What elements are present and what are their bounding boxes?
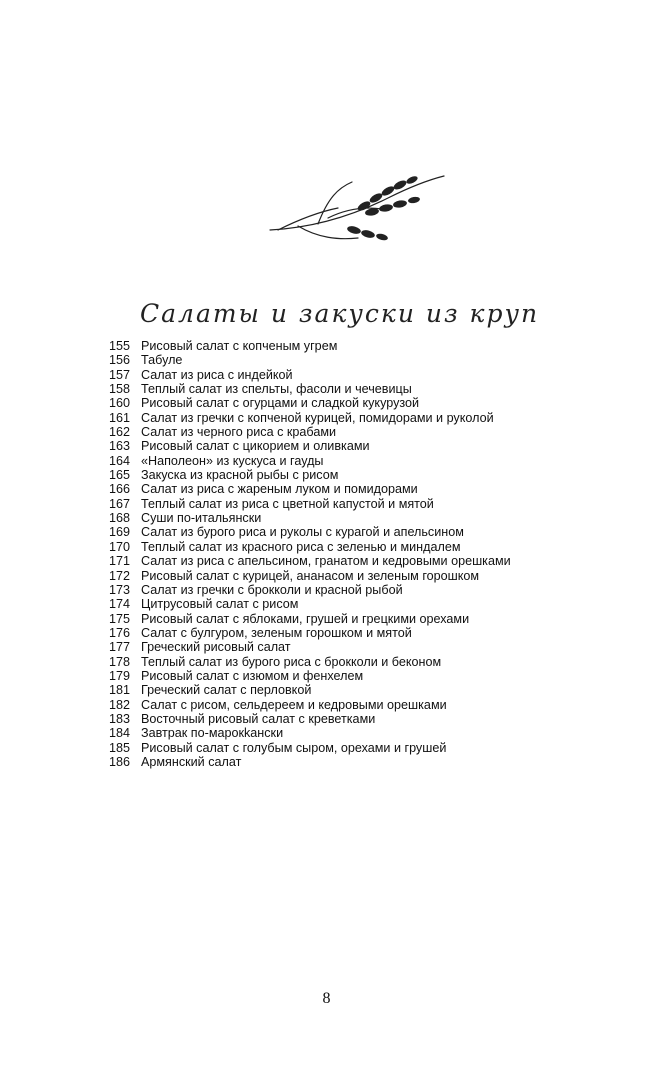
toc-entry-title: Теплый салат из риса с цветной капустой и мятой bbox=[141, 496, 434, 511]
toc-entry-title: Салат с булгуром, зеленым горошком и мятой bbox=[141, 625, 412, 640]
toc-entry[interactable] bbox=[96, 511, 516, 525]
toc-entry[interactable] bbox=[96, 339, 516, 353]
toc-page-number: 164 bbox=[108, 453, 130, 468]
toc-entry-title: Салат с рисом, сельдереем и кедровыми орешками bbox=[141, 697, 447, 712]
toc-entry[interactable] bbox=[96, 525, 516, 539]
toc-entry[interactable] bbox=[96, 612, 516, 626]
toc-entry-title: Рисовый салат с цикорием и оливками bbox=[141, 439, 370, 454]
toc-entry[interactable] bbox=[96, 368, 516, 382]
toc-entry[interactable] bbox=[96, 755, 516, 769]
toc-page-number: 157 bbox=[108, 367, 130, 382]
toc-page-number: 160 bbox=[108, 396, 130, 411]
table-of-contents bbox=[96, 339, 516, 769]
toc-entry-title: Рисовый салат с изюмом и фенхелем bbox=[141, 668, 364, 683]
toc-entry-title: Теплый салат из бурого риса с брокколи и беконом bbox=[141, 654, 442, 669]
toc-entry-title: Рисовый салат с огурцами и сладкой кукурузой bbox=[141, 396, 420, 411]
toc-entry-title: Армянский салат bbox=[141, 754, 242, 769]
toc-entry[interactable] bbox=[96, 655, 516, 669]
toc-entry[interactable] bbox=[96, 741, 516, 755]
page-number: 8 bbox=[322, 990, 331, 1007]
toc-page-number: 172 bbox=[108, 568, 130, 583]
toc-page-number: 178 bbox=[108, 654, 130, 669]
toc-entry[interactable] bbox=[96, 411, 516, 425]
toc-entry-title: Греческий салат с перловкой bbox=[141, 683, 312, 698]
toc-entry[interactable] bbox=[96, 640, 516, 654]
toc-entry-title: Салат из риса с жареным луком и помидорами bbox=[141, 482, 418, 497]
toc-entry-title: Теплый салат из красного риса с зеленью и миндалем bbox=[141, 539, 461, 554]
toc-entry[interactable] bbox=[96, 626, 516, 640]
toc-entry-title: Завтрак по-марокkански bbox=[141, 726, 284, 741]
toc-entry-title: Закуска из красной рыбы с рисом bbox=[141, 468, 339, 483]
toc-page-number: 158 bbox=[108, 382, 130, 397]
section-title: Салаты и закуски из круп bbox=[140, 299, 540, 328]
toc-entry[interactable] bbox=[96, 683, 516, 697]
toc-page-number: 182 bbox=[108, 697, 130, 712]
toc-entry-title: Рисовый салат с голубым сыром, орехами и грушей bbox=[141, 740, 447, 755]
toc-entry[interactable] bbox=[96, 382, 516, 396]
toc-entry[interactable] bbox=[96, 353, 516, 367]
toc-entry[interactable] bbox=[96, 425, 516, 439]
toc-entry[interactable] bbox=[96, 454, 516, 468]
toc-entry-title: Греческий рисовый салат bbox=[141, 640, 291, 655]
toc-entry[interactable] bbox=[96, 497, 516, 511]
toc-page-number: 181 bbox=[108, 683, 130, 698]
toc-page-number: 179 bbox=[108, 668, 130, 683]
toc-entry-title: Салат из бурого риса и руколы с курагой и апельсином bbox=[141, 525, 464, 540]
toc-page-number: 173 bbox=[108, 582, 130, 597]
toc-page-number: 163 bbox=[108, 439, 130, 454]
toc-entry[interactable] bbox=[96, 712, 516, 726]
toc-page-number: 161 bbox=[108, 410, 130, 425]
toc-entry-title: Салат из риса с апельсином, гранатом и кедровыми орешками bbox=[141, 554, 511, 569]
toc-entry[interactable] bbox=[96, 726, 516, 740]
toc-page-number: 170 bbox=[108, 539, 130, 554]
toc-page-number: 177 bbox=[108, 640, 130, 655]
toc-entry[interactable] bbox=[96, 583, 516, 597]
toc-entry[interactable] bbox=[96, 468, 516, 482]
toc-entry-title: Рисовый салат с курицей, ананасом и зеленым горошком bbox=[141, 568, 480, 583]
toc-page-number: 167 bbox=[108, 496, 130, 511]
toc-entry-title: Рисовый салат с копченым угрем bbox=[141, 339, 338, 353]
toc-page-number: 155 bbox=[108, 339, 130, 353]
toc-entry-title: Рисовый салат с яблоками, грушей и грецкими орехами bbox=[141, 611, 470, 626]
toc-entry-title: Восточный рисовый салат с креветками bbox=[141, 711, 376, 726]
toc-page-number: 175 bbox=[108, 611, 130, 626]
toc-page-number: 176 bbox=[108, 625, 130, 640]
toc-page-number: 169 bbox=[108, 525, 130, 540]
toc-entry-title: Суши по-итальянски bbox=[141, 511, 262, 526]
toc-entry-title: Салат из гречки с брокколи и красной рыбой bbox=[141, 582, 403, 597]
toc-entry[interactable] bbox=[96, 554, 516, 568]
toc-entry-title: Цитрусовый салат с рисом bbox=[141, 597, 299, 612]
toc-entry[interactable] bbox=[96, 669, 516, 683]
toc-entry[interactable] bbox=[96, 482, 516, 496]
toc-page-number: 156 bbox=[108, 353, 130, 368]
toc-entry-title: Табуле bbox=[141, 353, 183, 368]
toc-page-number: 171 bbox=[108, 554, 130, 569]
toc-page-number: 165 bbox=[108, 468, 130, 483]
toc-page-number: 186 bbox=[108, 754, 130, 769]
toc-entry[interactable] bbox=[96, 439, 516, 453]
wheat-ornament-icon bbox=[268, 168, 448, 258]
toc-entry-title: Салат из черного риса с крабами bbox=[141, 425, 337, 440]
toc-page-number: 162 bbox=[108, 425, 130, 440]
toc-entry-title: Теплый салат из спельты, фасоли и чечевицы bbox=[141, 382, 412, 397]
toc-entry[interactable] bbox=[96, 396, 516, 410]
toc-page-number: 183 bbox=[108, 711, 130, 726]
toc-entry[interactable] bbox=[96, 698, 516, 712]
toc-entry[interactable] bbox=[96, 540, 516, 554]
toc-entry[interactable] bbox=[96, 569, 516, 583]
toc-page-number: 166 bbox=[108, 482, 130, 497]
toc-entry[interactable] bbox=[96, 597, 516, 611]
toc-entry-title: Салат из гречки с копченой курицей, помидорами и руколой bbox=[141, 410, 494, 425]
toc-entry-title: Салат из риса с индейкой bbox=[141, 367, 293, 382]
toc-page-number: 174 bbox=[108, 597, 130, 612]
toc-page-number: 168 bbox=[108, 511, 130, 526]
toc-page-number: 184 bbox=[108, 726, 130, 741]
toc-page-number: 185 bbox=[108, 740, 130, 755]
toc-entry-title: «Наполеон» из кускуса и гауды bbox=[141, 453, 324, 468]
